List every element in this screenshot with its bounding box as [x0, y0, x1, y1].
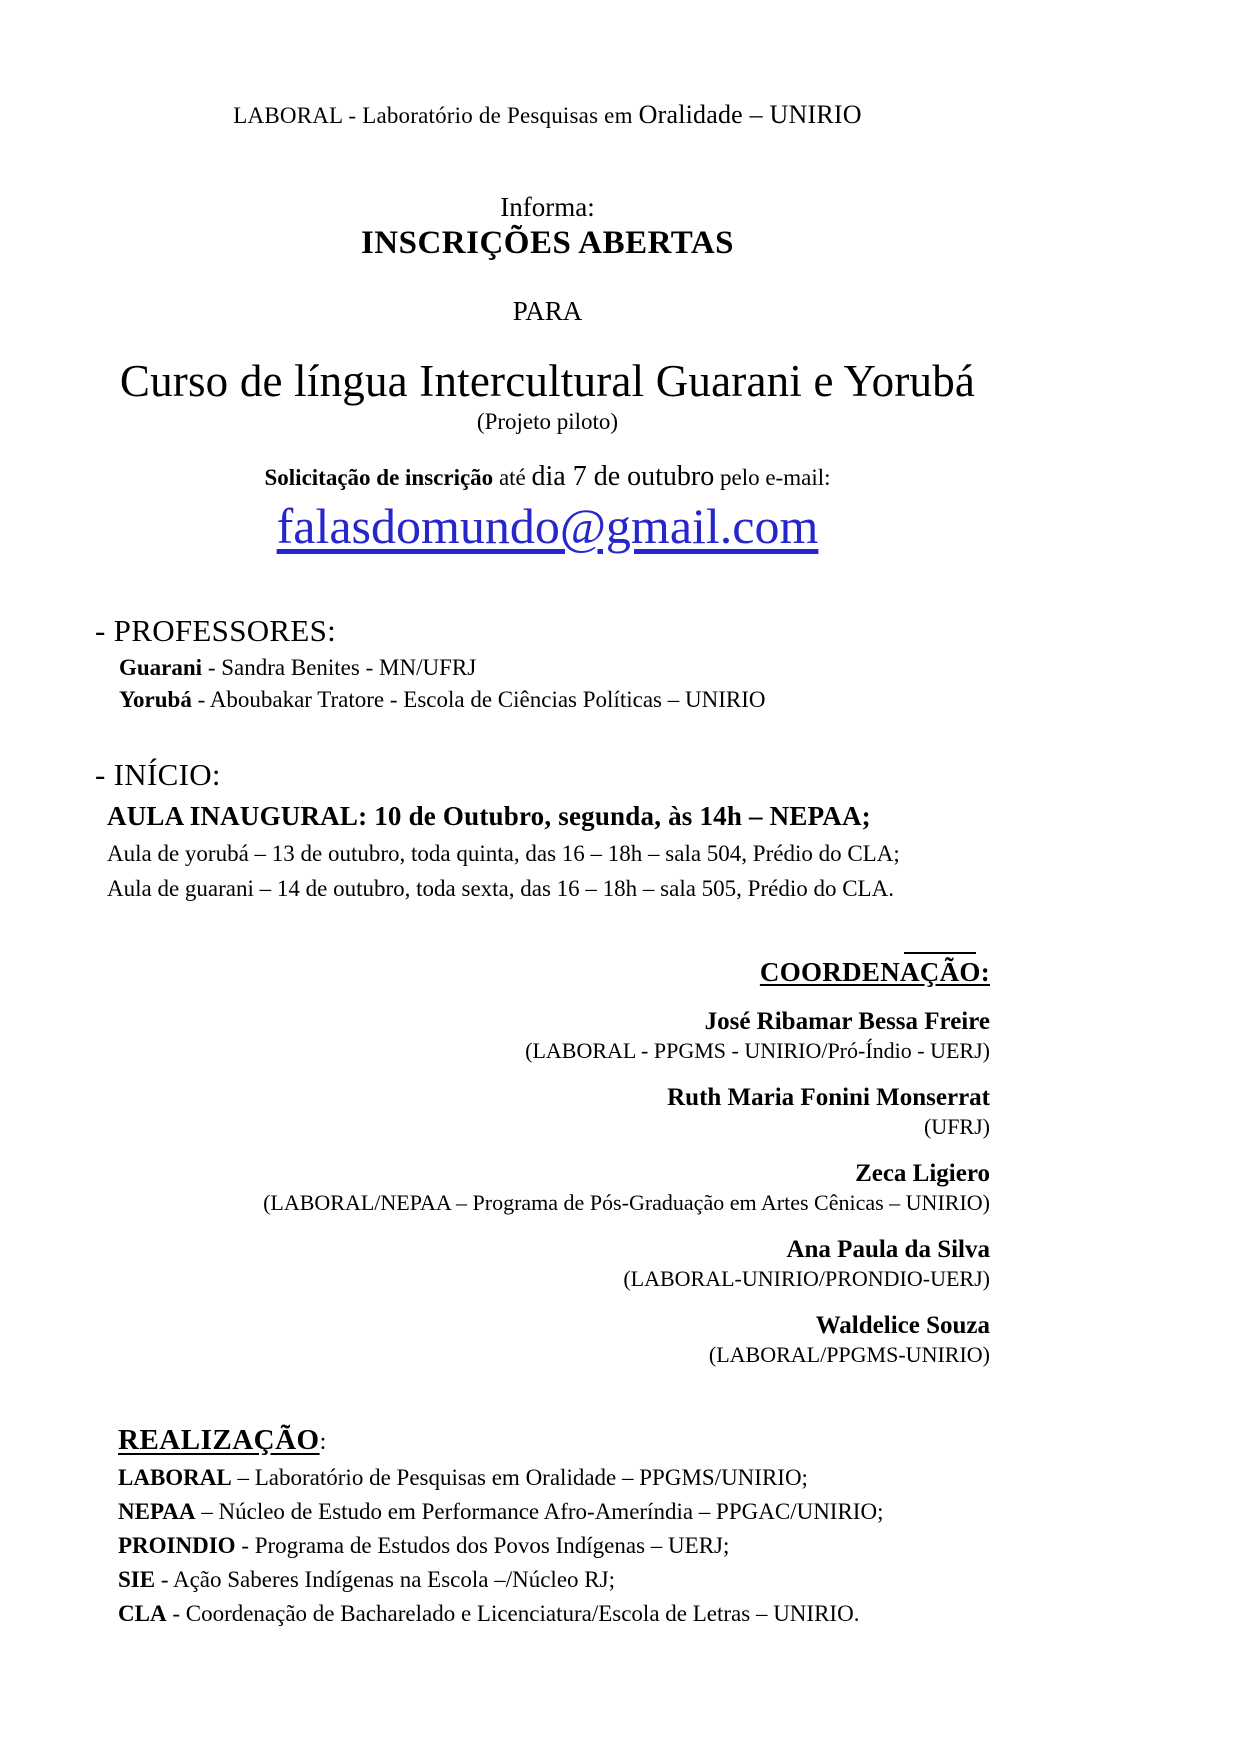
coordination-member	[95, 1312, 990, 1368]
registration-until-label: até	[493, 465, 532, 490]
realizacao-item-laboral	[118, 1465, 1000, 1491]
informa-label: Informa:	[500, 192, 595, 222]
org-description-label: - Coordenação de Bacharelado e Licenciatura/Escola de Letras – UNIRIO.	[166, 1601, 860, 1626]
inicio-heading: - INÍCIO:	[95, 757, 221, 792]
professor-name-label: - Sandra Benites - MN/UFRJ	[202, 655, 477, 680]
professores-section	[95, 613, 1000, 713]
professor-name-label: - Aboubakar Tratore - Escola de Ciências Políticas – UNIRIO	[191, 687, 766, 712]
professores-heading: - PROFESSORES:	[95, 613, 337, 648]
org-description-label: – Laboratório de Pesquisas em Oralidade – PPGMS/UNIRIO;	[231, 1465, 808, 1490]
member-name: José Ribamar Bessa Freire	[704, 1008, 990, 1035]
header-unirio-label: Oralidade – UNIRIO	[638, 100, 862, 129]
aula-guarani-line: Aula de guarani – 14 de outubro, toda sexta, das 16 – 18h – sala 505, Prédio do CLA.	[107, 876, 894, 901]
inscricoes-abertas-title: INSCRIÇÕES ABERTAS	[360, 225, 735, 261]
para-label: PARA	[512, 296, 583, 326]
coordenacao-heading: COORDENAÇÃO:	[759, 957, 990, 987]
org-abbr-label: CLA	[118, 1601, 167, 1626]
org-description-label: - Programa de Estudos dos Povos Indígenas – UERJ;	[235, 1533, 730, 1558]
coordination-member	[95, 1008, 990, 1064]
coordination-member	[95, 1084, 990, 1140]
registration-line	[95, 461, 1000, 493]
document-content	[95, 0, 1000, 1627]
member-name: Ruth Maria Fonini Monserrat	[667, 1084, 990, 1111]
aula-inaugural-line: AULA INAUGURAL: 10 de Outubro, segunda, às 14h – NEPAA;	[107, 801, 871, 831]
org-description-label: – Núcleo de Estudo em Performance Afro-Ameríndia – PPGAC/UNIRIO;	[195, 1499, 884, 1524]
member-name: Ana Paula da Silva	[786, 1236, 990, 1263]
registration-deadline: dia 7 de outubro	[531, 461, 715, 492]
course-subtitle: (Projeto piloto)	[476, 409, 619, 434]
member-affiliation: (LABORAL/NEPAA – Programa de Pós-Graduação em Artes Cênicas – UNIRIO)	[263, 1190, 990, 1215]
registration-via-email-label: pelo e-mail:	[714, 465, 831, 490]
registration-request-label: Solicitação de inscrição	[264, 465, 494, 490]
member-affiliation: (UFRJ)	[923, 1114, 990, 1139]
course-title: Curso de língua Intercultural Guarani e Yorubá	[119, 356, 976, 406]
realizacao-heading-colon: :	[319, 1429, 327, 1455]
email-link[interactable]: falasdomundo@gmail.com	[276, 498, 819, 554]
realizacao-heading: REALIZAÇÃO	[118, 1424, 320, 1456]
coordenacao-section	[95, 952, 1000, 1368]
professor-language-label: Guarani	[119, 655, 203, 680]
org-abbr-label: LABORAL	[118, 1465, 232, 1490]
realizacao-heading-row	[118, 1424, 1000, 1457]
org-description-label: - Ação Saberes Indígenas na Escola –/Núcleo RJ;	[155, 1567, 615, 1592]
org-abbr-label: NEPAA	[118, 1499, 196, 1524]
member-name: Zeca Ligiero	[855, 1160, 990, 1187]
email-line	[95, 497, 1000, 555]
realizacao-item-sie	[118, 1567, 1000, 1593]
org-abbr-label: PROINDIO	[118, 1533, 236, 1558]
realizacao-item-nepaa	[118, 1499, 1000, 1525]
realizacao-item-proindio	[118, 1533, 1000, 1559]
member-affiliation: (LABORAL-UNIRIO/PRONDIO-UERJ)	[623, 1266, 990, 1291]
realizacao-section	[118, 1424, 1000, 1627]
professor-language-label: Yorubá	[119, 687, 192, 712]
member-affiliation: (LABORAL/PPGMS-UNIRIO)	[708, 1342, 990, 1367]
coordenacao-overline-rule	[904, 952, 976, 954]
professor-item-guarani	[119, 655, 1000, 681]
member-name: Waldelice Souza	[815, 1312, 990, 1339]
professor-item-yoruba	[119, 687, 1000, 713]
header-lab-label: LABORAL - Laboratório de Pesquisas em	[233, 103, 639, 128]
aula-yoruba-line: Aula de yorubá – 13 de outubro, toda quinta, das 16 – 18h – sala 504, Prédio do CLA;	[107, 841, 900, 866]
realizacao-item-cla	[118, 1601, 1000, 1627]
org-abbr-label: SIE	[118, 1567, 156, 1592]
member-affiliation: (LABORAL - PPGMS - UNIRIO/Pró-Índio - UERJ)	[525, 1038, 990, 1063]
coordination-member	[95, 1236, 990, 1292]
inicio-section	[95, 757, 1000, 902]
document-header	[95, 100, 1000, 130]
coordination-member	[95, 1160, 990, 1216]
